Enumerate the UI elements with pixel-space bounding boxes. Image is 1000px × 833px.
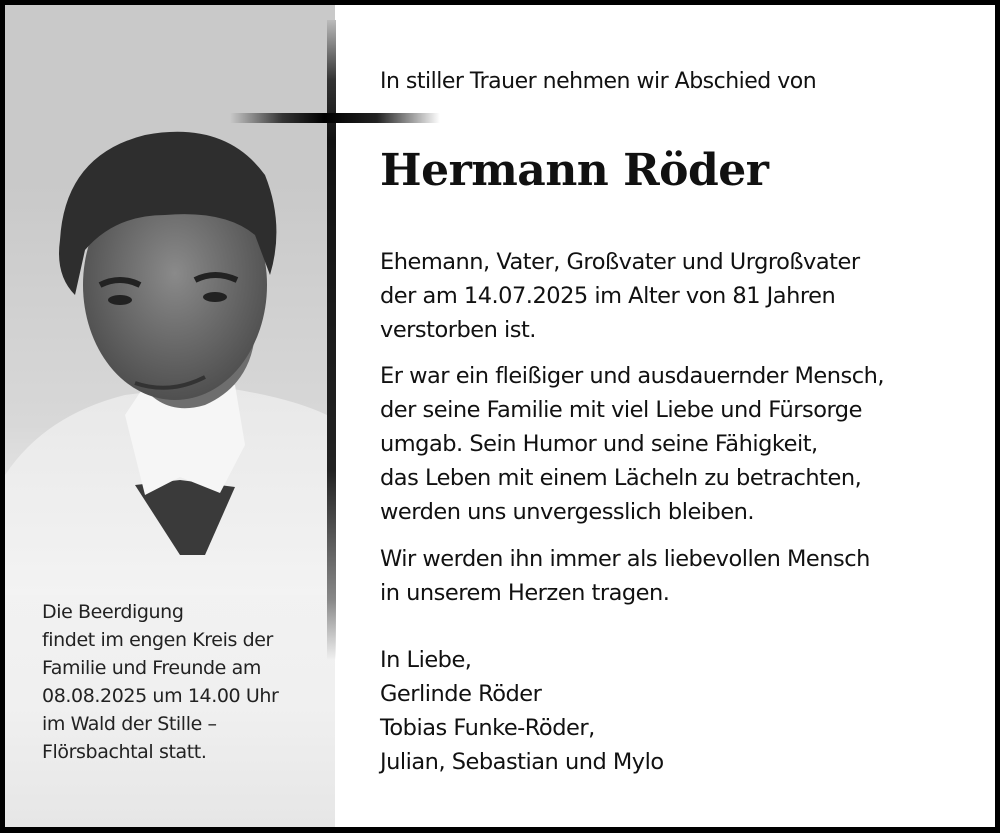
- funeral-line: Die Beerdigung: [42, 601, 184, 623]
- memory-paragraph: Wir werden ihn immer als liebevollen Mensch in unserem Herzen tragen.: [380, 546, 870, 606]
- funeral-line: findet im engen Kreis der: [42, 629, 273, 651]
- signature: In Liebe, Gerlinde Röder Tobias Funke-Röder, Julian, Sebastian und Mylo: [380, 647, 664, 775]
- photo-panel: [5, 5, 335, 827]
- funeral-line: Familie und Freunde am: [42, 657, 261, 679]
- obituary-notice: [5, 5, 995, 827]
- relation-paragraph: Ehemann, Vater, Großvater und Urgroßvater der am 14.07.2025 im Alter von 81 Jahren verstorben ist.: [380, 249, 860, 343]
- deceased-name: Hermann Röder: [380, 145, 769, 196]
- funeral-line: Flörsbachtal statt.: [42, 741, 207, 763]
- portrait-photo: [5, 115, 327, 595]
- funeral-info: [42, 598, 278, 766]
- funeral-line: im Wald der Stille –: [42, 713, 217, 735]
- intro-line: In stiller Trauer nehmen wir Abschied von: [380, 69, 817, 94]
- cross-horizontal-bar: [230, 113, 440, 123]
- tribute-paragraph: Er war ein fleißiger und ausdauernder Mensch, der seine Familie mit viel Liebe und Fürsorge umgab. Sein Humor und seine Fähigkeit, das Leben mit einem Lächeln zu betrachten, werden uns unvergesslich bleiben.: [380, 363, 884, 525]
- funeral-line: 08.08.2025 um 14.00 Uhr: [42, 685, 279, 707]
